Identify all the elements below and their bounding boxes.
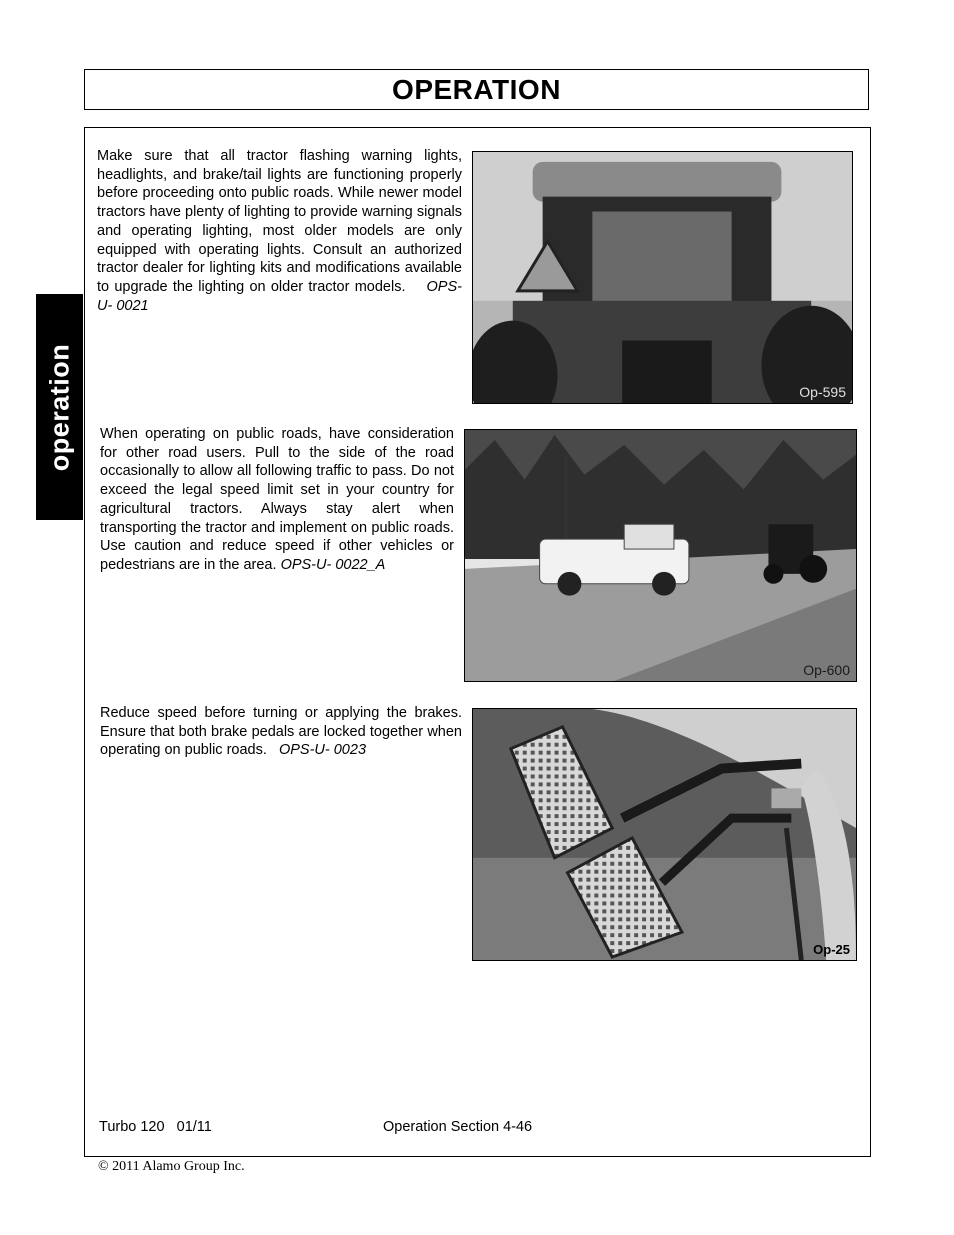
copyright-notice: © 2011 Alamo Group Inc.	[98, 1159, 245, 1174]
side-tab-label: operation	[44, 343, 75, 471]
photo-label-op600: Op-600	[803, 662, 850, 678]
tractor-rear-photo	[472, 151, 853, 404]
photo-label-op25: Op-25	[813, 942, 850, 957]
brakes-text: Reduce speed before turning or applying the brakes. Ensure that both brake pedals are locked together when operating on public roads.	[100, 705, 462, 759]
page-header	[84, 69, 869, 110]
footer-section-page: Operation Section 4-46	[383, 1119, 533, 1135]
photo-label-op595: Op-595	[799, 384, 846, 400]
lighting-code: OPS-U- 0021	[97, 278, 462, 314]
public-roads-code: OPS-U- 0022_A	[280, 556, 386, 573]
lighting-paragraph	[97, 147, 462, 315]
brake-pedals-photo	[472, 708, 857, 961]
public-roads-text: When operating on public roads, have consideration for other road users. Pull to the side of the road occasionally to allow all following traffic to pass. Do not exceed the legal speed limit set in your country for agricultural tractors. Always stay alert when transporting the tractor and implement on public roads. Use caution and reduce speed if other vehicles or pedestrians are in the area.	[100, 426, 454, 573]
lighting-text: Make sure that all tractor flashing warning lights, headlights, and brake/tail lights are functioning properly before proceeding onto public roads. While newer model tractors have plenty of lighting to provide warning signals and operating lighting, most older models are only equipped with operating lights. Consult an authorized tractor dealer for lighting kits and modifications available to upgrade the lighting on older tractor models.	[97, 148, 462, 295]
page-title: OPERATION	[392, 73, 561, 105]
brakes-paragraph	[100, 704, 462, 760]
section-side-tab	[36, 294, 83, 520]
footer-model-date: Turbo 120 01/11	[99, 1119, 212, 1135]
road-traffic-photo	[464, 429, 857, 682]
brakes-code: OPS-U- 0023	[278, 742, 367, 759]
public-roads-paragraph	[100, 425, 454, 575]
